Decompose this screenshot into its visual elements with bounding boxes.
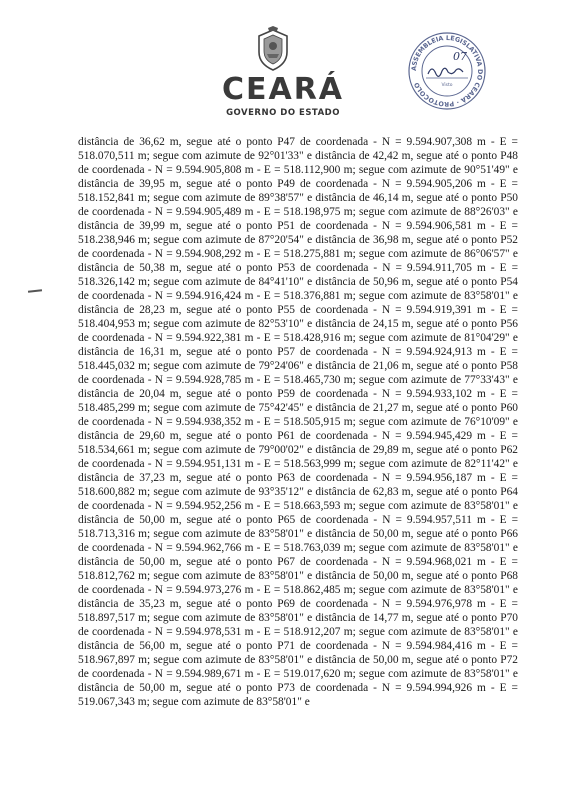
stamp-visto-label: Visto xyxy=(441,83,453,88)
document-body xyxy=(78,135,518,709)
state-coat-of-arms-icon xyxy=(255,26,291,72)
document-header xyxy=(0,0,566,135)
stamp-ring-text: ASSEMBLEIA LEGISLATIVA DO CEARÁ · PROTOCOLO xyxy=(409,33,485,109)
stamp-handwritten-number: 07 xyxy=(453,50,467,63)
margin-pen-mark xyxy=(28,289,42,292)
brand-wordmark: CEARÁ xyxy=(221,72,345,107)
body-paragraph: distância de 36,62 m, segue até o ponto P47 de coordenada - N = 9.594.907,308 m - E = 518.070,511 m; segue com azimute de 92°01'33" e distância de 42,42 m, segue até o ponto P48 de coordenada - N = 9.594.905,808 m - E = 518.112,900 m; segue com azimute de 90°51'49" e distância de 39,95 m, segue até o ponto P49 de coordenada - N = 9.594.905,206 m - E = 518.152,841 m; segue com azimute de 89°38'57" e distância de 46,14 m, segue até o ponto P50 de coordenada - N = 9.594.905,489 m - E = 518.198,975 m; segue com azimute de 88°26'03" e distância de 39,99 m, segue até o ponto P51 de coordenada - N = 9.594.906,581 m - E = 518.238,946 m; segue com azimute de 87°20'54" e distância de 36,98 m, segue até o ponto P52 de coordenada - N = 9.594.908,292 m - E = 518.275,881 m; segue com azimute de 86°06'57" e distância de 50,38 m, segue até o ponto P53 de coordenada - N = 9.594.911,705 m - E = 518.326,142 m; segue com azimute de 84°41'10" e distância de 50,96 m, segue até o ponto P54 de coordenada - N = 9.594.916,424 m - E = 518.376,881 m; segue com azimute de 83°58'01" e distância de 28,23 m, segue até o ponto P55 de coordenada - N = 9.594.919,391 m - E = 518.404,953 m; segue com azimute de 82°53'10" e distância de 24,15 m, segue até o ponto P56 de coordenada - N = 9.594.922,381 m - E = 518.428,916 m; segue com azimute de 81°04'29" e distância de 16,31 m, segue até o ponto P57 de coordenada - N = 9.594.924,913 m - E = 518.445,032 m; segue com azimute de 79°24'06" e distância de 21,06 m, segue até o ponto P58 de coordenada - N = 9.594.928,785 m - E = 518.465,730 m; segue com azimute de 77°33'43" e distância de 20,04 m, segue até o ponto P59 de coordenada - N = 9.594.933,102 m - E = 518.485,299 m; segue com azimute de 75°42'45" e distância de 21,27 m, segue até o ponto P60 de coordenada - N = 9.594.938,352 m - E = 518.505,915 m; segue com azimute de 76°10'09" e distância de 29,60 m, segue até o ponto P61 de coordenada - N = 9.594.945,429 m - E = 518.534,661 m; segue com azimute de 79°00'02" e distância de 29,89 m, segue até o ponto P62 de coordenada - N = 9.594.951,131 m - E = 518.563,999 m; segue com azimute de 82°11'42" e distância de 37,23 m, segue até o ponto P63 de coordenada - N = 9.594.956,187 m - E = 518.600,882 m; segue com azimute de 93°35'12" e distância de 62,83 m, segue até o ponto P64 de coordenada - N = 9.594.952,256 m - E = 518.663,593 m; segue com azimute de 83°58'01" e distância de 50,00 m, segue até o ponto P65 de coordenada - N = 9.594.957,511 m - E = 518.713,316 m; segue com azimute de 83°58'01" e distância de 50,00 m, segue até o ponto P66 de coordenada - N = 9.594.962,766 m - E = 518.763,039 m; segue com azimute de 83°58'01" e distância de 50,00 m, segue até o ponto P67 de coordenada - N = 9.594.968,021 m - E = 518.812,762 m; segue com azimute de 83°58'01" e distância de 50,00 m, segue até o ponto P68 de coordenada - N = 9.594.973,276 m - E = 518.862,485 m; segue com azimute de 83°58'01" e distância de 35,23 m, segue até o ponto P69 de coordenada - N = 9.594.976,978 m - E = 518.897,517 m; segue com azimute de 83°58'01" e distância de 14,77 m, segue até o ponto P70 de coordenada - N = 9.594.978,531 m - E = 518.912,207 m; segue com azimute de 83°58'01" e distância de 56,00 m, segue até o ponto P71 de coordenada - N = 9.594.984,416 m - E = 518.967,897 m; segue com azimute de 83°58'01" e distância de 50,00 m, segue até o ponto P72 de coordenada - N = 9.594.989,671 m - E = 519.017,620 m; segue com azimute de 83°58'01" e distância de 50,00 m, segue até o ponto P73 de coordenada - N = 9.594.994,926 m - E = 519.067,343 m; segue com azimute de 83°58'01" e xyxy=(78,136,518,708)
brand-subtitle: GOVERNO DO ESTADO xyxy=(226,108,340,118)
protocol-stamp xyxy=(406,30,488,112)
stamp-signature xyxy=(428,68,463,76)
